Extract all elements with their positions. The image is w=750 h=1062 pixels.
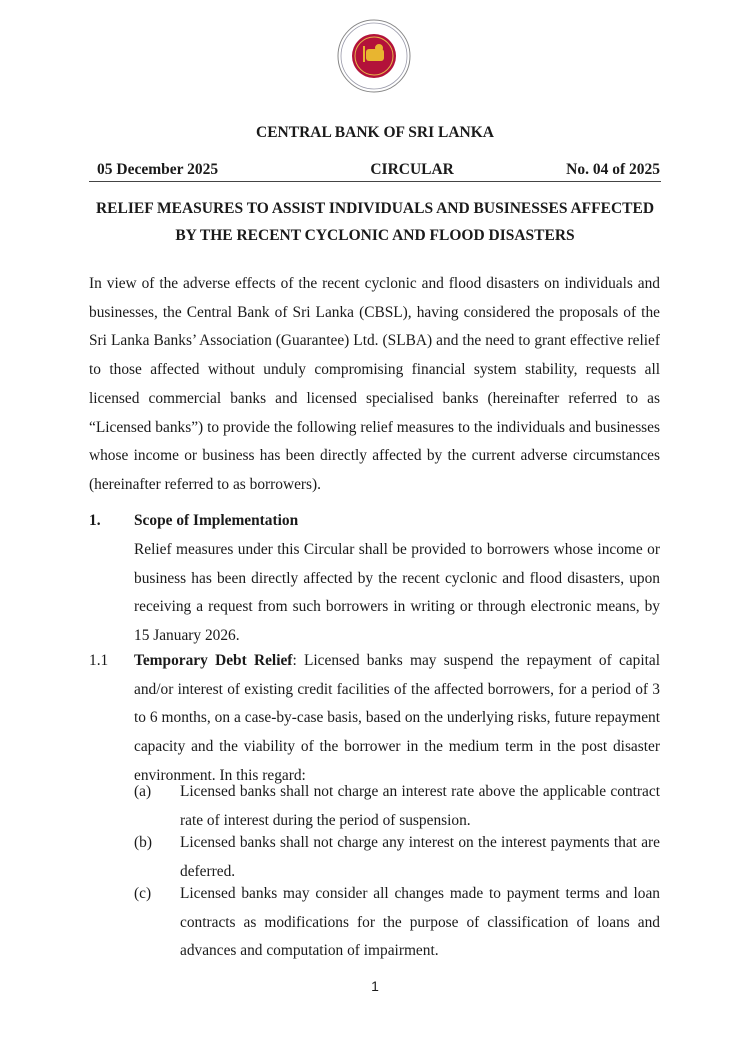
section-1-1-heading: Temporary Debt Relief [134, 652, 293, 669]
item-a-text: Licensed banks shall not charge an interest rate above the applicable contract rate of interest during the period of suspension. [180, 783, 660, 829]
section-1-1-number: 1.1 [89, 652, 109, 669]
cbsl-seal-logo [336, 18, 412, 94]
circular-number: No. 04 of 2025 [566, 161, 660, 178]
item-b-label: (b) [134, 834, 152, 851]
item-a-label: (a) [134, 783, 152, 800]
section-1-1-text: : Licensed banks may suspend the repayment of capital and/or interest of existing credit facilities of the affected borrowers, for a period of 3 to 6 months, on a case-by-case basis, based on the underlying risks, future repayment capacity and the viability of the borrower in the medium term in the post disaster environment. In this regard: [134, 652, 660, 784]
bank-name: CENTRAL BANK OF SRI LANKA [256, 124, 494, 141]
section-1-heading: Scope of Implementation [134, 512, 299, 529]
circular-title [60, 195, 690, 249]
title-line-2: BY THE RECENT CYCLONIC AND FLOOD DISASTERS [175, 227, 575, 244]
title-line-1: RELIEF MEASURES TO ASSIST INDIVIDUALS AND BUSINESSES AFFECTED [95, 200, 655, 217]
header-divider [89, 181, 661, 182]
section-1-1-body [134, 647, 660, 791]
intro-paragraph: In view of the adverse effects of the recent cyclonic and flood disasters on individuals and businesses, the Central Bank of Sri Lanka (CBSL), having considered the proposals of the Sri Lanka Banks’ Association (Guarantee) Ltd. (SLBA) and the need to grant effective relief to those affected without unduly compromising financial system stability, requests all licensed commercial banks and licensed specialised banks (hereinafter referred to as “Licensed banks”) to provide the following relief measures to the individuals and businesses whose income or business has been directly affected by the current adverse circumstances (hereinafter referred to as borrowers). [89, 275, 660, 493]
section-1-number: 1. [89, 512, 101, 529]
circular-type: CIRCULAR [370, 161, 454, 178]
page-number: 1 [371, 978, 379, 994]
item-c-label: (c) [134, 885, 152, 902]
circular-meta [97, 161, 660, 179]
item-b-text: Licensed banks shall not charge any interest on the interest payments that are deferred. [180, 834, 660, 880]
circular-date: 05 December 2025 [97, 161, 219, 178]
item-c-text: Licensed banks may consider all changes made to payment terms and loan contracts as modifications for the purpose of classification of loans and advances and computation of impairment. [180, 885, 660, 960]
section-1-body: Relief measures under this Circular shall be provided to borrowers whose income or business has been directly affected by the recent cyclonic and flood disasters, upon receiving a request from such borrowers in writing or through electronic means, by 15 January 2026. [134, 541, 660, 645]
